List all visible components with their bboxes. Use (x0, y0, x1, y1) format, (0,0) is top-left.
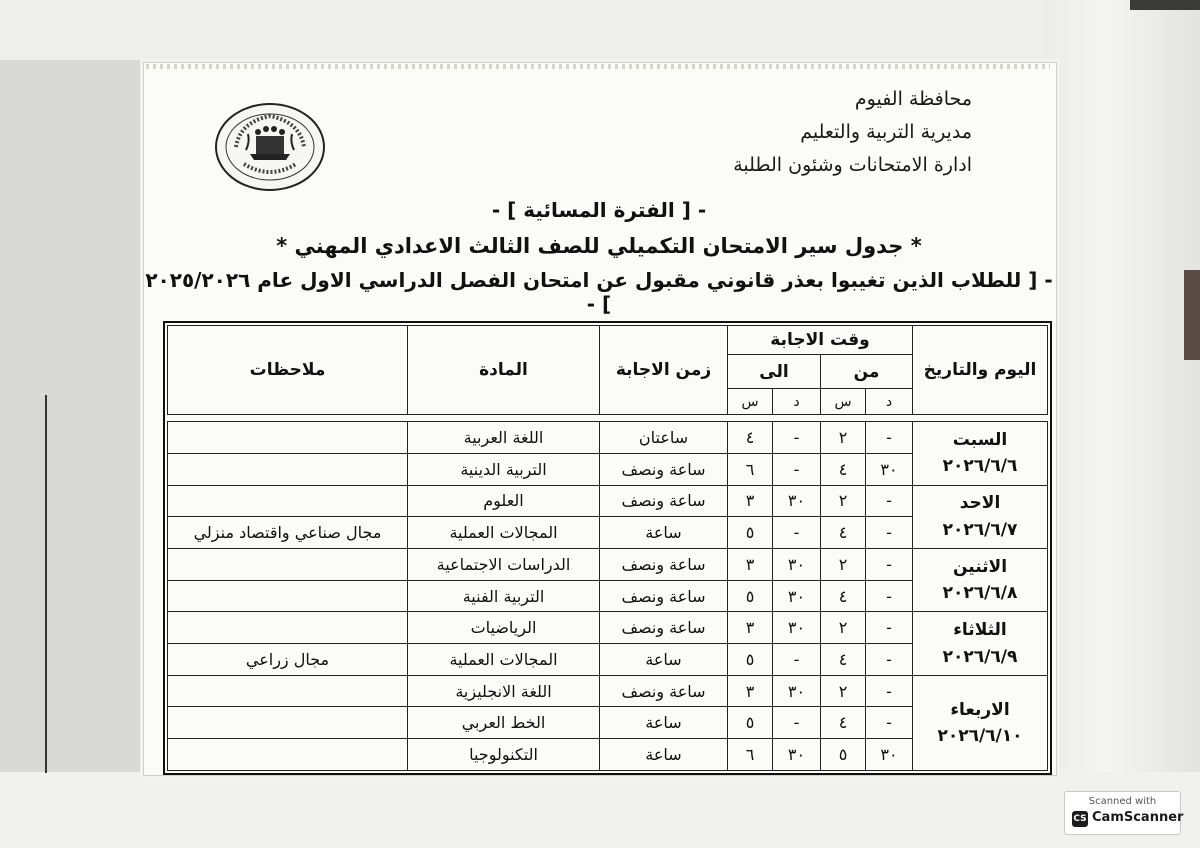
day-name: الاثنين (952, 556, 1008, 577)
table-row (168, 548, 1048, 580)
from-minute-cell: - (866, 485, 913, 517)
subject-cell: المجالات العملية (408, 644, 600, 676)
from-minute-cell: ٣٠ (866, 739, 913, 771)
duration-cell: ساعة (600, 517, 728, 549)
duration-cell: ساعة (600, 644, 728, 676)
subject-cell: المجالات العملية (408, 517, 600, 549)
to-minute-cell: - (773, 453, 821, 485)
subject-cell: العلوم (408, 485, 600, 517)
margin-rule (45, 395, 47, 773)
from-hour-cell: ٢ (821, 612, 866, 644)
day-cell (913, 485, 1048, 548)
notes-cell (168, 739, 408, 771)
governorate-heading: محافظة الفيوم (854, 88, 972, 110)
from-minute-cell: - (866, 644, 913, 676)
to-hour-cell: ٣ (728, 675, 773, 707)
to-hour-cell: ٤ (728, 422, 773, 454)
to-hour-cell: ٥ (728, 644, 773, 676)
perforated-edge (146, 64, 1050, 69)
to-minute-cell: ٣٠ (773, 548, 821, 580)
table-row (168, 485, 1048, 517)
from-minute-cell: - (866, 612, 913, 644)
from-hour-cell: ٤ (821, 707, 866, 739)
background-dark-strip (1184, 270, 1200, 360)
header-duration: زمن الاجابة (600, 326, 728, 415)
day-date: ٢٠٢٦/٦/٦ (942, 456, 1018, 477)
background-bottom (0, 772, 1200, 848)
notes-cell: مجال زراعي (168, 644, 408, 676)
day-name: الاحد (959, 493, 1001, 514)
header-subject: المادة (408, 326, 600, 415)
subject-cell: اللغة الانجليزية (408, 675, 600, 707)
notes-cell (168, 580, 408, 612)
from-hour-cell: ٤ (821, 580, 866, 612)
table-row (168, 675, 1048, 707)
to-minute-cell: ٣٠ (773, 485, 821, 517)
notes-cell (168, 707, 408, 739)
duration-cell: ساعة (600, 739, 728, 771)
header-from: من (821, 354, 913, 389)
background-dark-corner (1130, 0, 1200, 10)
notes-cell (168, 453, 408, 485)
day-cell (913, 548, 1048, 611)
header-gap (168, 414, 1048, 421)
duration-cell: ساعة ونصف (600, 453, 728, 485)
from-minute-cell: - (866, 517, 913, 549)
day-name: الاربعاء (950, 699, 1010, 720)
from-minute-cell: - (866, 548, 913, 580)
notes-cell (168, 422, 408, 454)
day-name: السبت (952, 430, 1008, 450)
subject-cell: التربية الدينية (408, 453, 600, 485)
notes-cell (168, 612, 408, 644)
table-row (168, 422, 1048, 454)
official-seal-logo (214, 102, 326, 192)
header-to: الى (728, 354, 821, 389)
camscanner-logo-icon: CS (1072, 811, 1088, 827)
to-hour-cell: ٥ (728, 707, 773, 739)
session-period: - [ الفترة المسائية ] - (491, 198, 707, 222)
day-date: ٢٠٢٦/٦/٩ (942, 646, 1018, 667)
header-from-hour: س (821, 389, 866, 415)
from-minute-cell: - (866, 422, 913, 454)
duration-cell: ساعتان (600, 422, 728, 454)
to-hour-cell: ٦ (728, 739, 773, 771)
watermark-brand: CamScanner (1092, 810, 1184, 825)
to-hour-cell: ٥ (728, 580, 773, 612)
notes-cell: مجال صناعي واقتصاد منزلي (168, 517, 408, 549)
to-minute-cell: - (773, 422, 821, 454)
from-minute-cell: - (866, 707, 913, 739)
duration-cell: ساعة ونصف (600, 548, 728, 580)
duration-cell: ساعة ونصف (600, 675, 728, 707)
header-answer-time: وقت الاجابة (728, 326, 913, 355)
from-hour-cell: ٢ (821, 485, 866, 517)
subject-cell: الخط العربي (408, 707, 600, 739)
day-cell (913, 675, 1048, 770)
from-hour-cell: ٢ (821, 422, 866, 454)
notes-cell (168, 675, 408, 707)
from-minute-cell: ٣٠ (866, 453, 913, 485)
background-right (1045, 0, 1200, 848)
from-hour-cell: ٥ (821, 739, 866, 771)
to-minute-cell: - (773, 707, 821, 739)
notes-cell (168, 548, 408, 580)
day-cell (913, 612, 1048, 675)
directorate-heading: مديرية التربية والتعليم (800, 121, 972, 143)
watermark-caption: Scanned with (1088, 796, 1157, 807)
duration-cell: ساعة ونصف (600, 612, 728, 644)
to-minute-cell: - (773, 644, 821, 676)
from-hour-cell: ٤ (821, 453, 866, 485)
to-hour-cell: ٣ (728, 485, 773, 517)
header-from-minute: د (866, 389, 913, 415)
subject-cell: الدراسات الاجتماعية (408, 548, 600, 580)
table-row (168, 612, 1048, 644)
subject-cell: الرياضيات (408, 612, 600, 644)
day-cell (913, 422, 1048, 485)
to-hour-cell: ٣ (728, 548, 773, 580)
schedule-subtitle: - [ للطلاب الذين تغيبوا بعذر قانوني مقبول عن امتحان الفصل الدراسي الاول عام ٢٠٢٥/٢٠٢٦ ] - (145, 268, 1053, 316)
header-to-hour: س (728, 389, 773, 415)
administration-heading: ادارة الامتحانات وشئون الطلبة (733, 154, 972, 176)
day-date: ٢٠٢٦/٦/١٠ (937, 725, 1023, 746)
day-date: ٢٠٢٦/٦/٧ (942, 519, 1018, 540)
subject-cell: التربية الفنية (408, 580, 600, 612)
from-hour-cell: ٤ (821, 644, 866, 676)
duration-cell: ساعة ونصف (600, 580, 728, 612)
exam-schedule-table (167, 325, 1048, 771)
to-minute-cell: ٣٠ (773, 739, 821, 771)
duration-cell: ساعة ونصف (600, 485, 728, 517)
from-hour-cell: ٢ (821, 675, 866, 707)
schedule-title: * جدول سير الامتحان التكميلي للصف الثالث الاعدادي المهني * (276, 234, 922, 258)
from-hour-cell: ٤ (821, 517, 866, 549)
to-hour-cell: ٥ (728, 517, 773, 549)
to-minute-cell: ٣٠ (773, 580, 821, 612)
camscanner-watermark (1064, 791, 1184, 835)
to-minute-cell: ٣٠ (773, 612, 821, 644)
to-minute-cell: ٣٠ (773, 675, 821, 707)
to-hour-cell: ٣ (728, 612, 773, 644)
to-minute-cell: - (773, 517, 821, 549)
duration-cell: ساعة (600, 707, 728, 739)
background-top (0, 0, 1200, 60)
from-hour-cell: ٢ (821, 548, 866, 580)
day-name: الثلاثاء (953, 620, 1007, 641)
header-day-date: اليوم والتاريخ (913, 326, 1048, 415)
from-minute-cell: - (866, 580, 913, 612)
from-minute-cell: - (866, 675, 913, 707)
header-to-minute: د (773, 389, 821, 415)
header-notes: ملاحظات (168, 326, 408, 415)
subject-cell: التكنولوجيا (408, 739, 600, 771)
day-date: ٢٠٢٦/٦/٨ (942, 583, 1018, 604)
notes-cell (168, 485, 408, 517)
subject-cell: اللغة العربية (408, 422, 600, 454)
to-hour-cell: ٦ (728, 453, 773, 485)
